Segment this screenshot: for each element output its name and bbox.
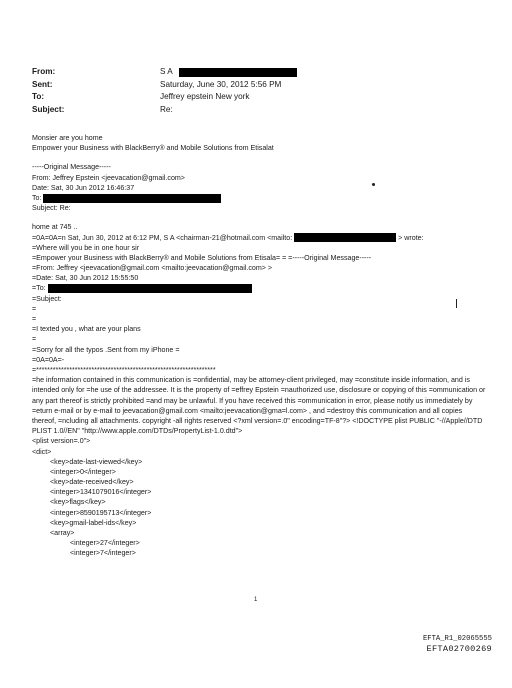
plist-line: <plist version=.0"> xyxy=(32,437,91,446)
quoted-line: =Sorry for all the typos .Sent from my iPhone = xyxy=(32,345,180,354)
to-row xyxy=(32,91,297,104)
subject-label: Subject: xyxy=(32,104,65,114)
quoted-line: =Subject: xyxy=(32,294,62,303)
quoted-line: =0A=0A=n Sat, Jun 30, 2012 at 6:12 PM, S A <chairman-21@hotmail.com <mailto: > wrote: xyxy=(32,233,424,242)
quoted-line: =0A=0A=- xyxy=(32,355,65,364)
quoted-line: = xyxy=(32,315,37,323)
scan-mark xyxy=(456,299,457,308)
original-subject: Subject: Re: xyxy=(32,204,71,213)
from-label: From: xyxy=(32,67,56,76)
plist-line: <key>date-last-viewed</key> xyxy=(50,457,143,466)
disclaimer: =he information contained in this communication is =onfidential, may be attorney-client privileged, may =constitute inside information, and is intended only for =he use of the addressee. It is the property of =effrey Epstein =nauthorized use, disclosure or copying of this =ommunication or any part thereof is strictly prohibited =and may be unlawful. If you have received this =ommunication in error, please notify us immediately by =eturn e-mail or by e-mail to jeevacation@gmail.com <mailto:jeevacation@gma=l.com> , and =destroy this communication and all copies thereof, =ncluding all attachments. copyright -all rights reserved <?xml version=.0" encoding=TF-8"?> <!DOCTYPE plist PUBLIC "-//Apple//DTD PLIST 1.0//EN" "http://www.apple.com/DTDs/PropertyList-1.0.dtd"> xyxy=(32,376,486,436)
plist-line: <integer>1341079016</integer> xyxy=(50,488,152,497)
original-date: Date: Sat, 30 Jun 2012 16:46:37 xyxy=(32,183,135,192)
plist-line: <array> xyxy=(50,529,75,538)
plist-line: <integer>8590195713</integer> xyxy=(50,508,152,517)
redaction-bar xyxy=(48,284,252,293)
sent-label: Sent: xyxy=(32,79,53,89)
from-value: S A xyxy=(160,67,173,76)
scan-mark xyxy=(372,183,375,186)
plist-line: <integer>0</integer> xyxy=(50,467,116,476)
sent-value: Saturday, June 30, 2012 5:56 PM xyxy=(160,79,282,89)
quoted-line: =From: Jeffrey <jeevacation@gmail.com <mailto:jeevacation@gmail.com> > xyxy=(32,264,272,273)
redaction-bar xyxy=(294,233,396,242)
quoted-line: = xyxy=(32,335,37,344)
email-body xyxy=(32,133,487,559)
page-number: 1 xyxy=(254,597,258,603)
sent-row xyxy=(32,79,297,92)
original-divider: -----Original Message----- xyxy=(32,163,111,172)
quoted-line: =To: xyxy=(32,283,487,293)
quoted-line: = xyxy=(32,304,37,313)
original-from: From: Jeffrey Epstein <jeevacation@gmail.com> xyxy=(32,173,185,182)
message-line: Empower your Business with BlackBerry® and Mobile Solutions from Etisalat xyxy=(32,144,274,153)
original-to: To: xyxy=(32,193,487,203)
message-line: Monsier are you home xyxy=(32,134,103,142)
plist-line: <integer>27</integer> xyxy=(70,539,140,548)
plist-line: <integer>7</integer> xyxy=(70,549,136,558)
quoted-line: =Date: Sat, 30 Jun 2012 15:55:50 xyxy=(32,274,139,283)
quoted-line: =Empower your Business with BlackBerry® and Mobile Solutions from Etisala= = =-----Original Message----- xyxy=(32,253,372,262)
plist-line: <dict> xyxy=(32,447,52,456)
asterisk-divider: =***************************************************************** xyxy=(32,365,216,374)
to-value: Jeffrey epstein New york xyxy=(160,92,250,102)
plist-line: <key>flags</key> xyxy=(50,498,106,507)
bates-id-primary: EFTA_R1_02065555 xyxy=(422,635,492,643)
redaction-bar xyxy=(179,68,297,77)
plist-line: <key>gmail-label-ids</key> xyxy=(50,518,137,527)
subject-value: Re: xyxy=(160,104,173,114)
email-header xyxy=(32,66,297,116)
subject-row xyxy=(32,104,297,117)
quoted-line: =I texted you , what are your plans xyxy=(32,325,141,334)
bates-id-secondary: EFTA02700269 xyxy=(426,644,492,654)
bates-footer xyxy=(423,635,492,655)
from-row xyxy=(32,66,297,79)
quoted-line: =Where will you be in one hour sir xyxy=(32,243,140,252)
quoted-line: home at 745 .. xyxy=(32,223,78,232)
to-label: To: xyxy=(32,92,45,102)
plist-line: <key>date-received</key> xyxy=(50,478,134,487)
redaction-bar xyxy=(43,194,221,203)
